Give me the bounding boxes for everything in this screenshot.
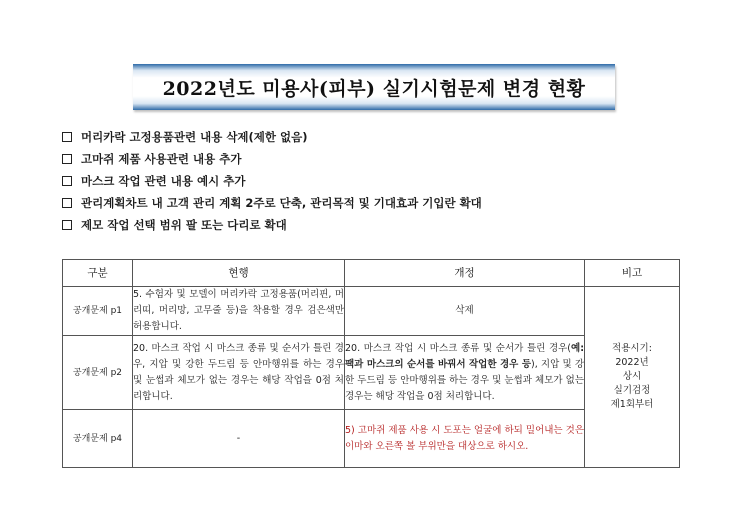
checklist-item [62, 214, 702, 236]
checklist-item-text: 마스크 작업 관련 내용 예시 추가 [81, 174, 246, 188]
checklist-item [62, 192, 702, 214]
row-category: 공개문제 p2 [63, 336, 133, 410]
checklist-item [62, 126, 702, 148]
checklist-item [62, 148, 702, 170]
header-note: 비고 [585, 260, 680, 287]
note-line: 실기검정 [613, 385, 651, 396]
row-current: - [133, 410, 345, 468]
note-cell [585, 287, 680, 468]
note-line: 제1회부터 [610, 399, 654, 410]
checklist-item-text: 제모 작업 선택 범위 팔 또는 다리로 확대 [81, 218, 287, 232]
checkbox-icon [62, 176, 72, 186]
change-example-bold: 예: 팩과 마스크의 순서를 바꿔서 작업한 경우 등 [345, 342, 584, 370]
row-current: 5. 수험자 및 모델이 머리카락 고정용품(머리핀, 머리띠, 머리망, 고무줄 등)을 착용할 경우 검은색만 허용합니다. [133, 287, 345, 336]
row-current: 20. 마스크 작업 시 마스크 종류 및 순서가 틀린 경우, 지압 및 강한 두드림 등 안마행위를 하는 경우 및 눈썹과 체모가 없는 경우는 해당 작업을 0점 처리합니다. [133, 336, 345, 410]
row-change: 5) 고마쥐 제품 사용 시 도포는 얼굴에 하되 밀어내는 것은 이마와 오른쪽 볼 부위만을 대상으로 하시오. [345, 410, 585, 468]
checklist-item [62, 170, 702, 192]
row-change [345, 336, 585, 410]
note-line: 2022년 [615, 357, 649, 368]
title-banner [133, 64, 615, 110]
page-title: 2022년도 미용사(피부) 실기시험문제 변경 현황 [162, 77, 586, 100]
checkbox-icon [62, 132, 72, 142]
change-text: 20. 마스크 작업 시 마스크 종류 및 순서가 틀린 경우( [345, 342, 572, 354]
header-category: 구분 [63, 260, 133, 287]
checkbox-icon [62, 154, 72, 164]
checkbox-icon [62, 220, 72, 230]
checkbox-icon [62, 198, 72, 208]
header-change: 개정 [345, 260, 585, 287]
table-row [63, 287, 680, 336]
note-line: 상시 [622, 371, 642, 382]
change-checklist [62, 126, 702, 236]
change-table [62, 259, 680, 468]
header-current: 현행 [133, 260, 345, 287]
table-header-row [63, 260, 680, 287]
change-text: ), 지압 및 강한 두드림 등 안마행위를 하는 경우 및 눈썹과 체모가 없는 경우는 해당 작업을 0점 처리합니다. [345, 358, 584, 402]
checklist-item-text: 관리계획차트 내 고객 관리 계획 2주로 단축, 관리목적 및 기대효과 기입란 확대 [81, 196, 482, 210]
row-category: 공개문제 p1 [63, 287, 133, 336]
row-change: 삭제 [345, 287, 585, 336]
checklist-item-text: 고마쥐 제품 사용관련 내용 추가 [81, 152, 242, 166]
note-line: 적용시기: [612, 343, 652, 354]
checklist-item-text: 머리카락 고정용품관련 내용 삭제(제한 없음) [81, 130, 308, 144]
row-category: 공개문제 p4 [63, 410, 133, 468]
